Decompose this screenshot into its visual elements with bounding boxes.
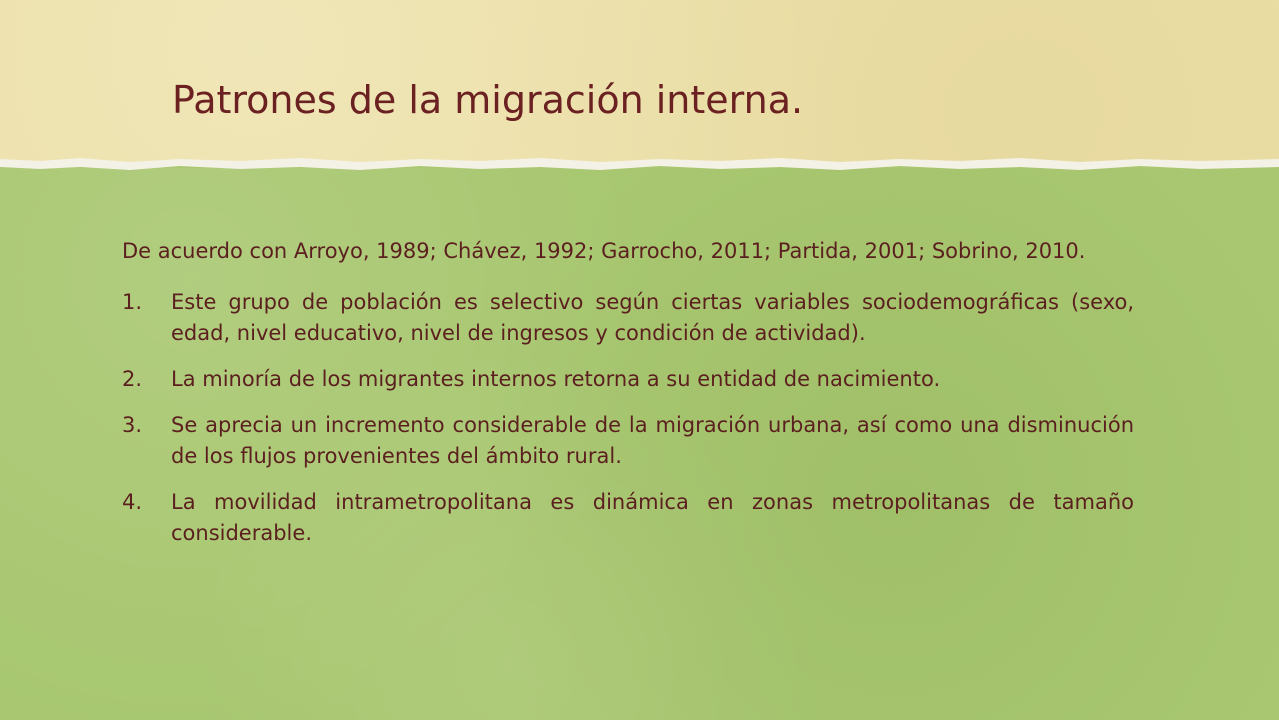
header-band	[0, 0, 1279, 163]
list-item-number: 3.	[122, 413, 143, 437]
slide-content	[122, 236, 1134, 564]
list-item	[122, 287, 1134, 349]
list-item-number: 4.	[122, 490, 143, 514]
numbered-list	[122, 287, 1134, 549]
list-item	[122, 487, 1134, 549]
list-item-text: La minoría de los migrantes internos retorna a su entidad de nacimiento.	[171, 367, 941, 391]
list-item-text: Este grupo de población es selectivo según ciertas variables sociodemográficas (sexo, edad, nivel educativo, nivel de ingresos y condición de actividad).	[171, 290, 1134, 345]
paper-tear-edge	[0, 155, 1279, 171]
list-item	[122, 410, 1134, 472]
intro-paragraph: De acuerdo con Arroyo, 1989; Chávez, 1992; Garrocho, 2011; Partida, 2001; Sobrino, 2010.	[122, 239, 1086, 263]
list-item-text: La movilidad intrametropolitana es dinámica en zonas metropolitanas de tamaño considerable.	[171, 490, 1134, 545]
list-item-number: 2.	[122, 367, 143, 391]
list-item-number: 1.	[122, 290, 143, 314]
list-item-text: Se aprecia un incremento considerable de la migración urbana, así como una disminución de los flujos provenientes del ámbito rural.	[171, 413, 1134, 468]
list-item	[122, 364, 1134, 395]
slide-title: Patrones de la migración interna.	[172, 78, 804, 122]
